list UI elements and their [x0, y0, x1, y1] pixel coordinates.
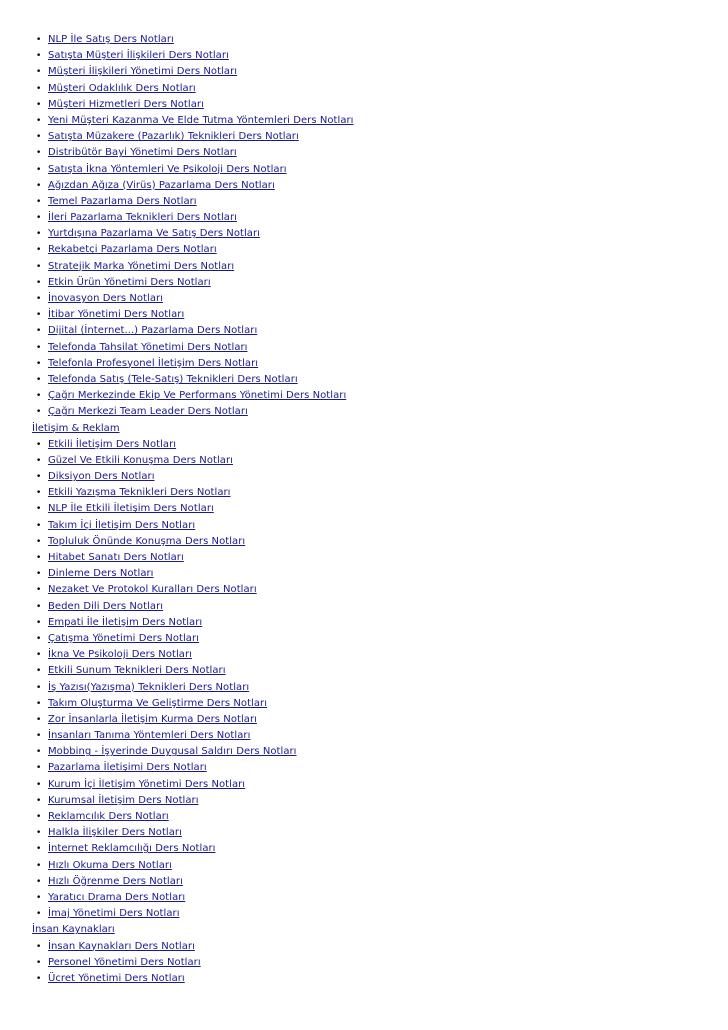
- list-item: [32, 404, 354, 420]
- list-item: [32, 663, 354, 679]
- bullet-icon: •: [36, 812, 42, 822]
- course-notes-link[interactable]: Yeni Müşteri Kazanma Ve Elde Tutma Yöntemleri Ders Notları: [48, 114, 354, 126]
- course-notes-link[interactable]: Kurumsal İletişim Ders Notları: [48, 794, 199, 806]
- course-notes-link[interactable]: Etkili İletişim Ders Notları: [48, 438, 177, 450]
- list-item: [32, 696, 354, 712]
- list-item: [32, 485, 354, 501]
- list-item: [32, 97, 354, 113]
- bullet-icon: •: [36, 229, 42, 240]
- list-item: [32, 323, 354, 339]
- list-item: [32, 777, 354, 793]
- list-item: [32, 388, 354, 404]
- course-notes-link[interactable]: İnsanları Tanıma Yöntemleri Ders Notları: [48, 730, 251, 742]
- list-item: [32, 275, 354, 291]
- course-notes-link[interactable]: Müşteri İlişkileri Yönetimi Ders Notları: [48, 66, 238, 78]
- bullet-icon: •: [36, 828, 42, 839]
- bullet-icon: •: [36, 67, 42, 78]
- course-notes-link[interactable]: Müşteri Hizmetleri Ders Notları: [48, 98, 204, 110]
- list-item: [32, 340, 354, 356]
- course-notes-link[interactable]: İnsan Kaynakları Ders Notları: [48, 940, 195, 952]
- bullet-icon: •: [36, 585, 42, 596]
- list-item: [32, 858, 354, 874]
- list-item: [32, 680, 354, 696]
- list-item: [32, 615, 354, 631]
- course-notes-link[interactable]: Yaratıcı Drama Ders Notları: [48, 891, 186, 903]
- course-notes-link[interactable]: Etkili Sunum Teknikleri Ders Notları: [48, 665, 226, 677]
- list-item: [32, 356, 354, 372]
- bullet-icon: •: [36, 520, 42, 531]
- course-notes-link[interactable]: Dinleme Ders Notları: [48, 568, 154, 580]
- list-item: [32, 550, 354, 566]
- course-notes-link[interactable]: NLP İle Satış Ders Notları: [48, 34, 174, 45]
- course-notes-link[interactable]: Ücret Yönetimi Ders Notları: [48, 972, 185, 984]
- list-item: [32, 501, 354, 517]
- list-item: [32, 518, 354, 534]
- bullet-icon: •: [36, 83, 42, 94]
- bullet-icon: •: [36, 569, 42, 580]
- course-notes-link[interactable]: Personel Yönetimi Ders Notları: [48, 956, 201, 968]
- bullet-icon: •: [36, 504, 42, 515]
- course-notes-link[interactable]: İnovasyon Ders Notları: [48, 293, 163, 304]
- bullet-icon: •: [36, 391, 42, 402]
- course-notes-link[interactable]: İtibar Yönetimi Ders Notları: [48, 309, 185, 321]
- bullet-icon: •: [36, 795, 42, 806]
- course-notes-link[interactable]: Dijital (İnternet...) Pazarlama Ders Notları: [48, 325, 258, 337]
- course-notes-link[interactable]: Çatışma Yönetimi Ders Notları: [48, 632, 199, 644]
- course-notes-link[interactable]: Zor İnsanlarla İletişim Kurma Ders Notları: [48, 713, 257, 725]
- section-heading[interactable]: İnsan Kaynakları: [32, 924, 115, 936]
- course-notes-link[interactable]: Etkin Ürün Yönetimi Ders Notları: [48, 276, 211, 288]
- list-item: [32, 469, 354, 485]
- course-notes-link[interactable]: İleri Pazarlama Teknikleri Ders Notları: [48, 212, 237, 224]
- list-item: [32, 874, 354, 890]
- course-notes-link[interactable]: Halkla İlişkiler Ders Notları: [48, 827, 182, 839]
- bullet-icon: •: [36, 553, 42, 563]
- course-notes-link[interactable]: Stratejik Marka Yönetimi Ders Notları: [48, 260, 235, 272]
- list-item: [32, 226, 354, 242]
- course-notes-link[interactable]: Empati İle İletişim Ders Notları: [48, 616, 203, 628]
- course-notes-link[interactable]: İmaj Yönetimi Ders Notları: [48, 908, 180, 920]
- list-item: [32, 259, 354, 275]
- course-notes-link[interactable]: Müşteri Odaklılık Ders Notları: [48, 82, 196, 94]
- list-item: [32, 194, 354, 210]
- bullet-icon: •: [36, 342, 42, 353]
- bullet-icon: •: [36, 132, 42, 143]
- list-item: [32, 178, 354, 194]
- bullet-icon: •: [36, 358, 42, 369]
- bullet-icon: •: [36, 35, 42, 45]
- list-item: [32, 534, 354, 550]
- list-item: [32, 712, 354, 728]
- bullet-icon: •: [36, 196, 42, 207]
- course-notes-link[interactable]: İkna Ve Psikoloji Ders Notları: [48, 649, 192, 661]
- bullet-icon: •: [36, 164, 42, 175]
- list-item: [32, 64, 354, 80]
- course-notes-link[interactable]: Kurum İçi İletişim Yönetimi Ders Notları: [48, 778, 246, 790]
- list-item: [32, 841, 354, 857]
- course-notes-link[interactable]: Ağızdan Ağıza (Virüs) Pazarlama Ders Notları: [48, 179, 275, 191]
- bullet-icon: •: [36, 731, 42, 742]
- list-item: [32, 242, 354, 258]
- bullet-icon: •: [36, 617, 42, 628]
- course-notes-link[interactable]: Topluluk Önünde Konuşma Ders Notları: [48, 535, 246, 547]
- bullet-icon: •: [36, 439, 42, 450]
- course-notes-link[interactable]: Distribütör Bayi Yönetimi Ders Notları: [48, 147, 237, 159]
- bullet-icon: •: [36, 455, 42, 466]
- bullet-icon: •: [36, 973, 42, 984]
- course-notes-link[interactable]: Takım İçi İletişim Ders Notları: [48, 519, 196, 531]
- bullet-icon: •: [36, 650, 42, 661]
- list-item: [32, 728, 354, 744]
- bullet-icon: •: [36, 876, 42, 887]
- list-item: [32, 825, 354, 841]
- list-item: [32, 760, 354, 776]
- bullet-icon: •: [36, 99, 42, 110]
- bullet-icon: •: [36, 601, 42, 612]
- list-item: [32, 372, 354, 388]
- list-item: [32, 32, 354, 48]
- document-page: [32, 32, 354, 987]
- bullet-icon: •: [36, 698, 42, 709]
- bullet-icon: •: [36, 633, 42, 644]
- bullet-icon: •: [36, 261, 42, 272]
- list-item: [32, 129, 354, 145]
- bullet-icon: •: [36, 245, 42, 256]
- list-item: [32, 145, 354, 161]
- list-item: [32, 599, 354, 615]
- list-item: [32, 809, 354, 825]
- bullet-icon: •: [36, 326, 42, 337]
- bullet-icon: •: [36, 374, 42, 385]
- list-item: [32, 307, 354, 323]
- course-notes-link[interactable]: Telefonla Profesyonel İletişim Ders Notları: [48, 357, 259, 369]
- course-notes-link[interactable]: Telefonda Satış (Tele-Satış) Teknikleri Ders Notları: [48, 373, 298, 385]
- bullet-icon: •: [36, 666, 42, 677]
- bullet-icon: •: [36, 51, 42, 62]
- bullet-icon: •: [36, 909, 42, 920]
- list-item: [32, 437, 354, 453]
- list-item: [32, 453, 354, 469]
- bullet-icon: •: [36, 277, 42, 288]
- bullet-icon: •: [36, 472, 42, 483]
- list-item: [32, 793, 354, 809]
- course-notes-link[interactable]: Reklamcılık Ders Notları: [48, 811, 169, 822]
- course-notes-link[interactable]: Diksiyon Ders Notları: [48, 471, 155, 483]
- bullet-icon: •: [36, 682, 42, 693]
- bullet-icon: •: [36, 407, 42, 418]
- bullet-icon: •: [36, 714, 42, 725]
- list-item: [32, 955, 354, 971]
- course-notes-link[interactable]: Etkili Yazışma Teknikleri Ders Notları: [48, 487, 231, 499]
- course-notes-link[interactable]: Beden Dili Ders Notları: [48, 600, 164, 612]
- course-notes-link[interactable]: Çağrı Merkezinde Ekip Ve Performans Yönetimi Ders Notları: [48, 390, 347, 402]
- course-notes-link[interactable]: Temel Pazarlama Ders Notları: [48, 195, 197, 207]
- bullet-icon: •: [36, 763, 42, 774]
- bullet-icon: •: [36, 536, 42, 547]
- bullet-icon: •: [36, 957, 42, 968]
- list-item: [32, 48, 354, 64]
- course-notes-link[interactable]: Satışta Müzakere (Pazarlık) Teknikleri Ders Notları: [48, 131, 299, 143]
- course-notes-link[interactable]: Nezaket Ve Protokol Kuralları Ders Notları: [48, 584, 257, 596]
- bullet-icon: •: [36, 294, 42, 304]
- course-notes-link[interactable]: Pazarlama İletişimi Ders Notları: [48, 762, 207, 774]
- list-item: [32, 162, 354, 178]
- course-notes-link[interactable]: Satışta İkna Yöntemleri Ve Psikoloji Ders Notları: [48, 163, 287, 175]
- list-item: [32, 647, 354, 663]
- course-notes-link[interactable]: Telefonda Tahsilat Yönetimi Ders Notları: [48, 341, 248, 353]
- bullet-icon: •: [36, 892, 42, 903]
- list-item: [32, 744, 354, 760]
- course-notes-link[interactable]: Hızlı Öğrenme Ders Notları: [48, 875, 183, 887]
- bullet-icon: •: [36, 488, 42, 499]
- bullet-icon: •: [36, 148, 42, 159]
- list-item: [32, 939, 354, 955]
- list-item: [32, 906, 354, 922]
- list-item: [32, 582, 354, 598]
- course-notes-link[interactable]: Satışta Müşteri İlişkileri Ders Notları: [48, 50, 229, 62]
- course-notes-link[interactable]: Mobbing - İşyerinde Duygusal Saldırı Ders Notları: [48, 746, 297, 758]
- course-notes-link[interactable]: Çağrı Merkezi Team Leader Ders Notları: [48, 406, 248, 418]
- course-notes-link[interactable]: Rekabetçi Pazarlama Ders Notları: [48, 244, 217, 256]
- course-notes-link[interactable]: Yurtdışına Pazarlama Ve Satış Ders Notları: [48, 228, 260, 240]
- bullet-icon: •: [36, 844, 42, 855]
- list-item: [32, 971, 354, 987]
- bullet-icon: •: [36, 115, 42, 126]
- section-heading[interactable]: İletişim & Reklam: [32, 422, 120, 434]
- course-notes-link[interactable]: NLP İle Etkili İletişim Ders Notları: [48, 503, 214, 515]
- course-notes-link[interactable]: İnternet Reklamcılığı Ders Notları: [48, 843, 216, 855]
- list-item: [32, 890, 354, 906]
- bullet-icon: •: [36, 779, 42, 790]
- course-notes-link[interactable]: Takım Oluşturma Ve Geliştirme Ders Notları: [48, 697, 268, 709]
- list-item: [32, 113, 354, 129]
- list-item: [32, 210, 354, 226]
- bullet-icon: •: [36, 860, 42, 871]
- bullet-icon: •: [36, 747, 42, 758]
- course-notes-link[interactable]: Güzel Ve Etkili Konuşma Ders Notları: [48, 454, 233, 466]
- list-item: [32, 631, 354, 647]
- course-notes-link[interactable]: İş Yazısı(Yazışma) Teknikleri Ders Notları: [48, 681, 250, 693]
- bullet-icon: •: [36, 180, 42, 191]
- course-notes-link[interactable]: Hızlı Okuma Ders Notları: [48, 859, 172, 871]
- bullet-icon: •: [36, 310, 42, 321]
- list-item: [32, 566, 354, 582]
- course-notes-link[interactable]: Hitabet Sanatı Ders Notları: [48, 552, 184, 563]
- list-item: [32, 291, 354, 307]
- bullet-icon: •: [36, 941, 42, 952]
- bullet-icon: •: [36, 213, 42, 224]
- list-item: [32, 81, 354, 97]
